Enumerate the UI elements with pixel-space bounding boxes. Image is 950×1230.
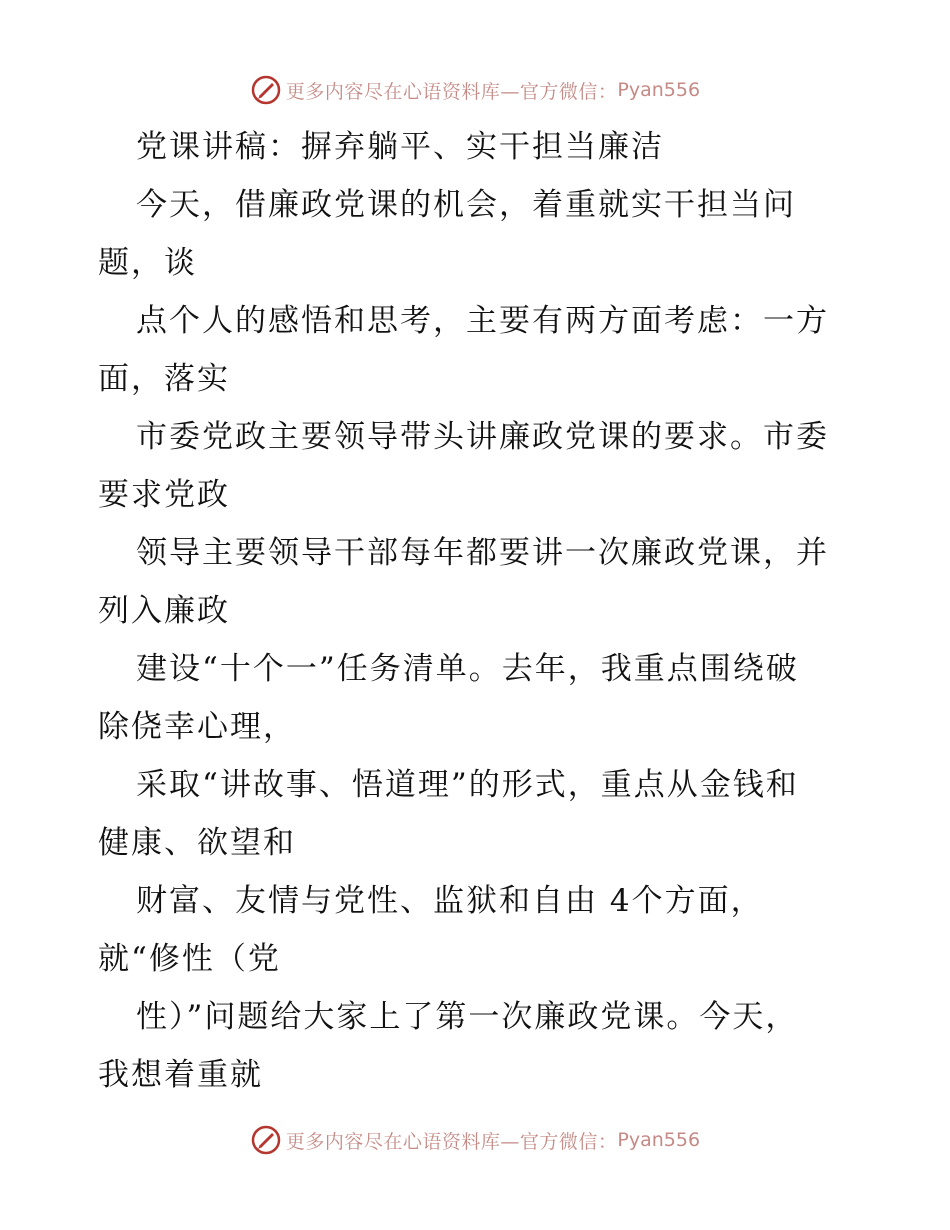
text-line: 除侥幸心理，	[98, 709, 296, 745]
text-line: 点个人的感悟和思考，主要有两方面考虑：一方	[136, 303, 829, 339]
quill-logo-icon	[250, 74, 282, 106]
text-line: 采取“讲故事、悟道理”的形式，重点从金钱和	[136, 767, 799, 803]
text-line: 市委党政主要领导带头讲廉政党课的要求。市委	[136, 419, 829, 455]
watermark-wechat-id: Pyan556	[617, 79, 701, 101]
text-line: 性）”问题给大家上了第一次廉政党课。今天，	[136, 999, 799, 1035]
text-line: 列入廉政	[98, 593, 230, 629]
watermark-text: 更多内容尽在心语资料库—官方微信：	[285, 1130, 618, 1153]
text-line: 就“修性（党	[98, 941, 281, 977]
header-watermark	[0, 70, 950, 110]
text-line: 健康、欲望和	[98, 825, 296, 861]
text-line: 面，落实	[98, 361, 230, 397]
text-line: 要求党政	[98, 477, 230, 513]
watermark-wechat-id: Pyan556	[617, 1129, 701, 1151]
text-line: 我想着重就	[98, 1057, 263, 1093]
text-line: 今天，借廉政党课的机会，着重就实干担当问	[136, 187, 796, 223]
text-line: 领导主要领导干部每年都要讲一次廉政党课，并	[136, 535, 829, 571]
text-line: 财富、友情与党性、监狱和自由 4个方面，	[136, 883, 764, 919]
text-line: 题，谈	[98, 245, 197, 281]
watermark-text: 更多内容尽在心语资料库—官方微信：	[285, 80, 618, 103]
text-line: 建设“十个一”任务清单。去年，我重点围绕破	[136, 651, 799, 687]
document-title: 党课讲稿：摒弃躺平、实干担当廉洁	[136, 129, 664, 165]
quill-logo-icon	[250, 1124, 282, 1156]
footer-watermark	[0, 1120, 950, 1160]
document-body	[98, 118, 858, 1104]
